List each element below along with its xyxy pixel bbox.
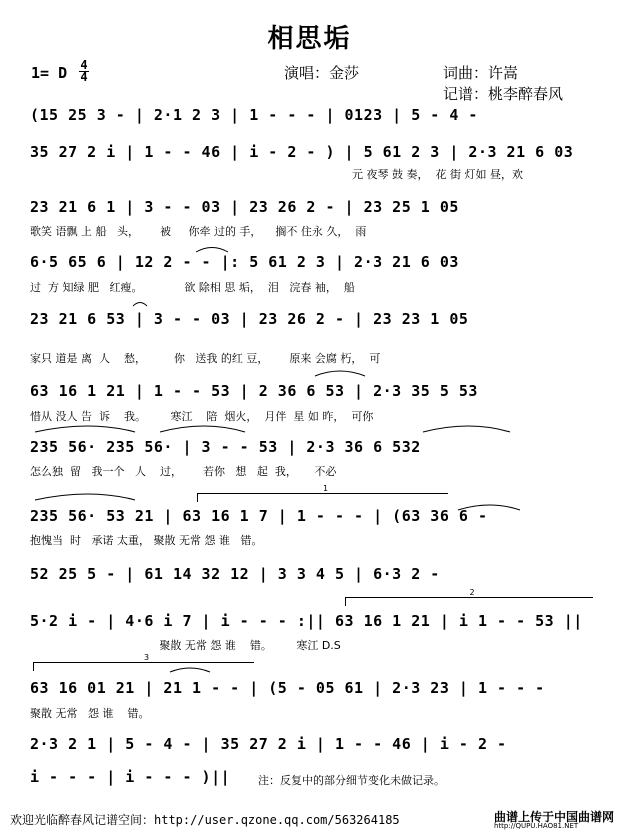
lyrics-row-10: 聚散 无常 怨 谁 错。 寒江 D.S — [30, 639, 341, 652]
notation-row-12: 2·3 2 1 | 5 - 4 - | 35 27 2 i | 1 - - 46 | i - 2 - — [30, 735, 507, 753]
time-sig-top: 4 — [80, 58, 88, 72]
footer-site-url: http://QUPU.HAO81.NET — [494, 822, 579, 830]
notation-row-2: 35 27 2 i | 1 - - 46 | i - 2 - ) | 5 61 2 3 | 2·3 21 6 03 — [30, 143, 574, 161]
slur-arc — [35, 494, 135, 500]
key-signature: 1= D — [31, 64, 68, 82]
lyrics-row-2: 元 夜琴 鼓 奏， 花 街 灯如 昼，欢 — [352, 168, 523, 181]
composer-credit: 词曲：许嵩 — [443, 64, 519, 82]
slur-arc — [315, 371, 365, 376]
notation-row-5: 23 21 6 53 | 3 - - 03 | 23 26 2 - | 23 23 1 05 — [30, 310, 469, 328]
slur-arc — [423, 426, 510, 432]
slur-arc — [133, 303, 147, 307]
footer-upload-text: 曲谱上传于中国曲谱网 — [494, 810, 615, 824]
time-sig-bottom: 4 — [80, 70, 88, 84]
notation-row-11: 63 16 01 21 | 21 1 - - | (5 - 05 61 | 2·3 23 | 1 - - - — [30, 679, 545, 697]
slur-arc — [458, 505, 520, 510]
slur-arc — [170, 668, 210, 672]
slur-arc — [196, 248, 228, 253]
volta-label-3: 3 — [144, 653, 150, 662]
lyrics-row-7: 怎么独 留 我一个 人 过， 若你 想 起 我， 不必 — [30, 465, 337, 478]
transcription-note: 注：反复中的部分细节变化未做记录。 — [258, 774, 445, 787]
notation-row-1: (15 25 3 - | 2·1 2 3 | 1 - - - | 0123 | 5 - 4 - — [30, 106, 478, 124]
notation-row-7: 235 56· 235 56· | 3 - - 53 | 2·3 36 6 532 — [30, 438, 421, 456]
notation-row-13: i - - - | i - - - )|| — [30, 768, 231, 786]
notation-row-6: 63 16 1 21 | 1 - - 53 | 2 36 6 53 | 2·3 35 5 53 — [30, 382, 478, 400]
lyrics-row-6: 惜从 没人 告 诉 我。 寒江 陪 烟火， 月伴 星 如 昨， 可你 — [30, 410, 374, 423]
lyrics-row-5: 家只 道是 离 人 愁， 你 送我 的红 豆， 原来 会腐 朽， 可 — [30, 352, 381, 365]
slur-arc — [35, 426, 135, 432]
notation-row-4: 6·5 65 6 | 12 2 - - |: 5 61 2 3 | 2·3 21 6 03 — [30, 253, 459, 271]
transcriber-credit: 记谱：桃李醉春风 — [443, 85, 564, 103]
notation-row-10: 5·2 i - | 4·6 i 7 | i - - - :|| 63 16 1 21 | i 1 - - 53 || — [30, 612, 583, 630]
notation-row-3: 23 21 6 1 | 3 - - 03 | 23 26 2 - | 23 25 1 05 — [30, 198, 459, 216]
notation-row-9: 52 25 5 - | 61 14 32 12 | 3 3 4 5 | 6·3 2 - — [30, 565, 440, 583]
volta-label-2: 2 — [469, 588, 475, 597]
footer-visit-text: 欢迎光临醉春风记谱空间：http://user.qzone.qq.com/563264185 — [10, 813, 400, 827]
notation-row-8: 235 56· 53 21 | 63 16 1 7 | 1 - - - | (63 36 6 - — [30, 507, 488, 525]
slur-arc — [160, 426, 245, 432]
volta-label-1: 1 — [323, 484, 329, 493]
lyrics-row-8: 抱愧当 时 承诺 太重， 聚散 无常 怨 谁 错。 — [30, 534, 263, 547]
lyrics-row-11: 聚散 无常 怨 谁 错。 — [30, 707, 150, 720]
lyrics-row-4: 过 方 知绿 肥 红瘦。 欲 除相 思 垢， 泪 浣春 袖， 船 — [30, 281, 355, 294]
singer-credit: 演唱：金莎 — [284, 64, 360, 82]
song-title: 相思垢 — [267, 24, 352, 54]
lyrics-row-3: 歌笑 语飘 上 船 头， 被 你牵 过的 手， 搁不 住永 久， 雨 — [30, 225, 367, 238]
